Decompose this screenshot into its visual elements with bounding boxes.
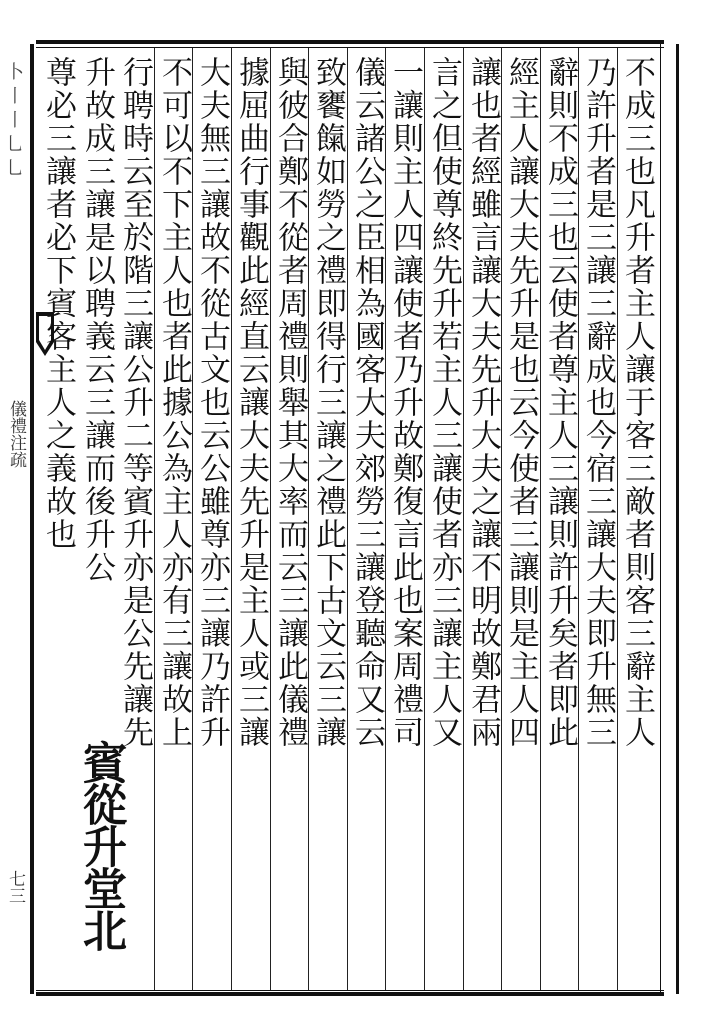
text-column: 乃許升者是三讓三辭成也今宿三讓大夫即升無三: [580, 56, 616, 749]
text-column: 不成三也凡升者主人讓于客三敵者則客三辭主人: [619, 56, 655, 749]
top-border: [36, 40, 664, 48]
text-column: 儀云諸公之臣相為國客大夫郊勞三讓登聽命又云: [349, 56, 385, 749]
left-border: [30, 44, 34, 994]
margin-page-number: 七三: [5, 870, 25, 904]
text-column: 行聘時云至於階三讓公升二等賓升亦是公先讓先: [117, 56, 153, 749]
text-column: 一讓則主人四讓使者乃升故鄭復言此也案周禮司: [387, 56, 423, 749]
text-column: 言之但使尊終先升若主人三讓使者亦三讓主人又: [426, 56, 462, 749]
text-column: 升故成三讓是以聘義云三讓而後升公: [79, 56, 115, 584]
text-column: 讓也者經雖言讓大夫先升大夫之讓不明故鄭君兩: [465, 56, 501, 749]
bottom-border: [36, 990, 664, 996]
main-text-heading: 賓從升堂北: [75, 740, 126, 950]
text-column: 辭則不成三也云使者尊主人三讓則許升矣者即此: [542, 56, 578, 749]
text-column: 據屈曲行事觀此經直云讓大夫先升是主人或三讓: [233, 56, 269, 749]
margin-book-title: 儀禮注疏: [6, 400, 26, 468]
right-inner-border: [660, 44, 661, 994]
text-column: 尊必三讓者必下賓客主人之義故也: [40, 56, 76, 551]
margin-top-marks: 卜丨丨乚乚: [3, 62, 24, 182]
text-column: 與彼合鄭不從者周禮則舉其大率而云三讓此儀禮: [272, 56, 308, 749]
text-column: 不可以不下主人也者此據公為主人亦有三讓故上: [156, 56, 192, 749]
text-column: 大夫無三讓故不從古文也云公雖尊亦三讓乃許升: [194, 56, 230, 749]
right-outer-border: [676, 44, 679, 994]
text-column: 致饔餼如勞之禮即得行三讓之禮此下古文云三讓: [310, 56, 346, 749]
text-column: 經主人讓大夫先升是也云今使者三讓則是主人四: [503, 56, 539, 749]
